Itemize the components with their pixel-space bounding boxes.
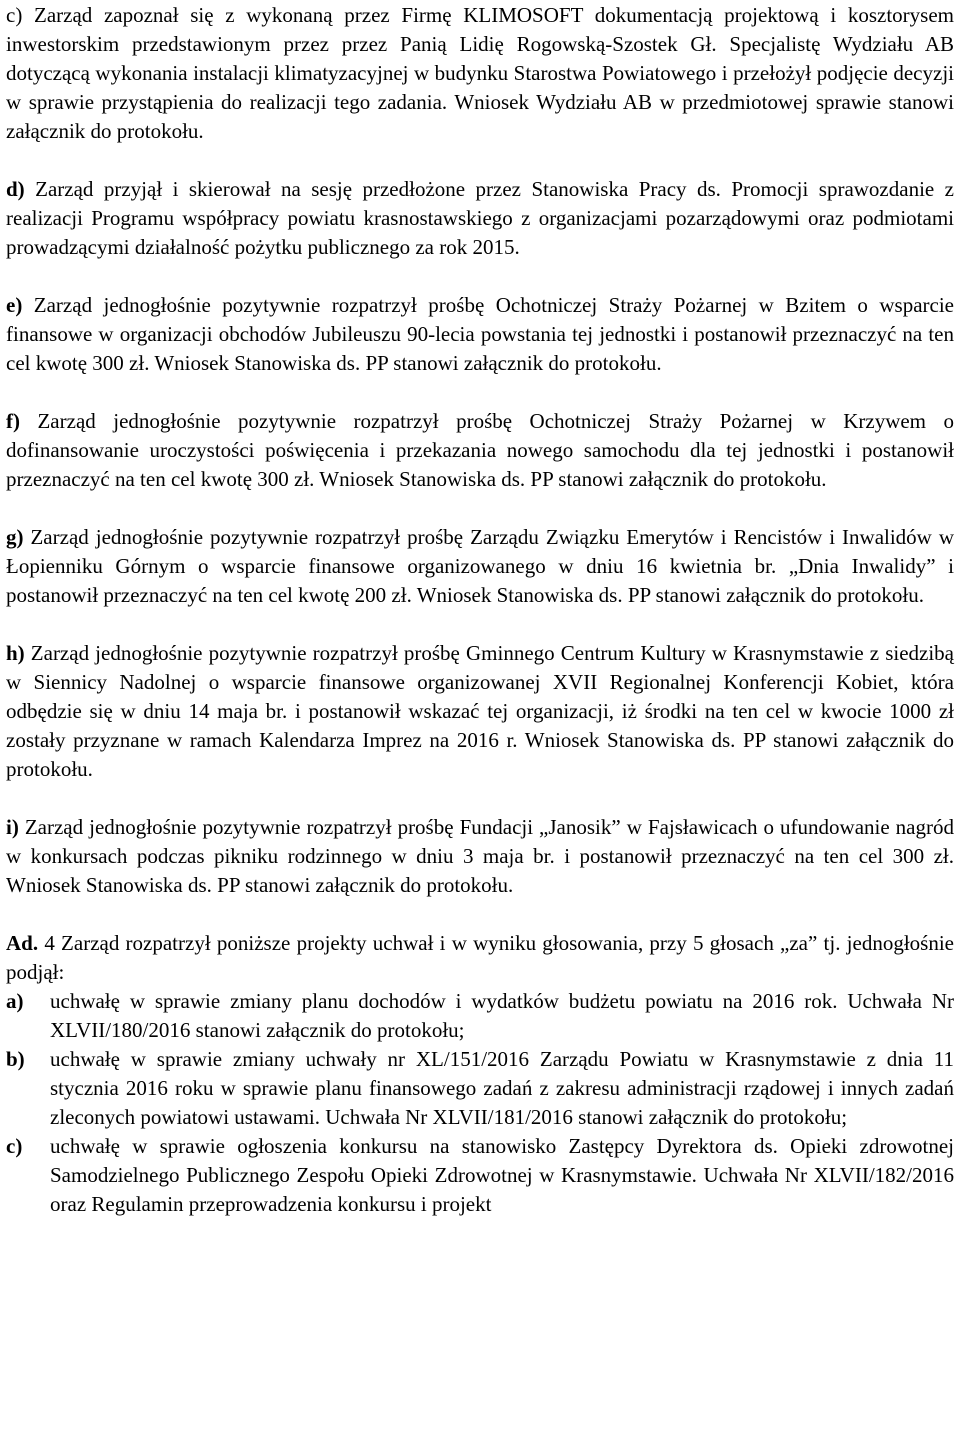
ad-4-heading: [6, 929, 954, 987]
ad-label: Ad.: [6, 931, 39, 955]
paragraph-f-label: f): [6, 409, 20, 433]
paragraph-h-label: h): [6, 641, 25, 665]
list-item-mark-c: c): [6, 1134, 23, 1158]
paragraph-c-text: c) Zarząd zapoznał się z wykonaną przez Firmę KLIMOSOFT dokumentacją projektową i kosztorysem inwestorskim przedstawionym przez przez Panią Lidię Rogowską-Szostek Gł. Specjalistę Wydziału AB dotyczącą wykonania instalacji klimatyzacyjnej w budynku Starostwa Powiatowego i przełożył podjęcie decyzji w sprawie przystąpienia do realizacji tego zadania. Wniosek Wydziału AB w przedmiotowej sprawie stanowi załącznik do protokołu.: [6, 3, 954, 143]
paragraph-h-text: Zarząd jednogłośnie pozytywnie rozpatrzył prośbę Gminnego Centrum Kultury w Krasnymstawie z siedzibą w Siennicy Nadolnej o wsparcie finansowe organizowanej XVII Regionalnej Konferencji Kobiet, która odbędzie się w dniu 14 maja br. i postanowił wskazać tej organizacji, iż środki na ten cel w kwocie 1000 zł zostały przyznane w ramach Kalendarza Imprez na 2016 r. Wniosek Stanowiska ds. PP stanowi załącznik do protokołu.: [6, 641, 954, 781]
paragraph-d-text: Zarząd przyjął i skierował na sesję przedłożone przez Stanowiska Pracy ds. Promocji sprawozdanie z realizacji Programu współpracy powiatu krasnostawskiego z organizacjami pozarządowymi oraz podmiotami prowadzącymi działalność pożytku publicznego za rok 2015.: [6, 177, 954, 259]
list-item-text-b: uchwałę w sprawie zmiany uchwały nr XL/151/2016 Zarządu Powiatu w Krasnymstawie z dnia 11 stycznia 2016 roku w sprawie planu finansowego zadań z zakresu administracji rządowej i innych zadań zleconych powiatowi ustawami. Uchwała Nr XLVII/181/2016 stanowi załącznik do protokołu;: [50, 1047, 954, 1129]
paragraph-g: [6, 523, 954, 610]
paragraph-g-label: g): [6, 525, 24, 549]
paragraph-d: [6, 175, 954, 262]
paragraph-h: [6, 639, 954, 784]
list-item: [6, 1132, 954, 1219]
paragraph-c: [6, 1, 954, 146]
ad-text: 4 Zarząd rozpatrzył poniższe projekty uchwał i w wyniku głosowania, przy 5 głosach „za” tj. jednogłośnie podjął:: [6, 931, 954, 984]
list-item-text-a: uchwałę w sprawie zmiany planu dochodów i wydatków budżetu powiatu na 2016 rok. Uchwała Nr XLVII/180/2016 stanowi załącznik do protokołu;: [50, 989, 954, 1042]
paragraph-g-text: Zarząd jednogłośnie pozytywnie rozpatrzył prośbę Zarządu Związku Emerytów i Rencistów i Inwalidów w Łopienniku Górnym o wsparcie finansowe organizowanego w dniu 16 kwietnia br. „Dnia Inwalidy” i postanowił przeznaczyć na ten cel kwotę 200 zł. Wniosek Stanowiska ds. PP stanowi załącznik do protokołu.: [6, 525, 954, 607]
list-item-text-c: uchwałę w sprawie ogłoszenia konkursu na stanowisko Zastępcy Dyrektora ds. Opieki zdrowotnej Samodzielnego Publicznego Zespołu Opieki Zdrowotnej w Krasnymstawie. Uchwała Nr XLVII/182/2016 oraz Regulamin przeprowadzenia konkursu i projekt: [50, 1134, 954, 1216]
paragraph-e: [6, 291, 954, 378]
list-item: [6, 987, 954, 1045]
list-item: [6, 1045, 954, 1132]
paragraph-f-text: Zarząd jednogłośnie pozytywnie rozpatrzył prośbę Ochotniczej Straży Pożarnej w Krzywem o dofinansowanie uroczystości poświęcenia i przekazania nowego samochodu dla tej jednostki i postanowił przeznaczyć na ten cel kwotę 300 zł. Wniosek Stanowiska ds. PP stanowi załącznik do protokołu.: [6, 409, 954, 491]
paragraph-i-text: Zarząd jednogłośnie pozytywnie rozpatrzył prośbę Fundacji „Janosik” w Fajsławicach o ufundowanie nagród w konkursach podczas pikniku rodzinnego w dniu 3 maja br. i postanowił przeznaczyć na ten cel 300 zł. Wniosek Stanowiska ds. PP stanowi załącznik do protokołu.: [6, 815, 954, 897]
paragraph-i: [6, 813, 954, 900]
paragraph-f: [6, 407, 954, 494]
list-item-mark-b: b): [6, 1047, 25, 1071]
list-item-mark-a: a): [6, 989, 24, 1013]
paragraph-d-label: d): [6, 177, 25, 201]
paragraph-e-label: e): [6, 293, 23, 317]
resolution-list: [6, 987, 954, 1219]
paragraph-i-label: i): [6, 815, 19, 839]
paragraph-e-text: Zarząd jednogłośnie pozytywnie rozpatrzył prośbę Ochotniczej Straży Pożarnej w Bzitem o wsparcie finansowe w organizacji obchodów Jubileuszu 90-lecia powstania tej jednostki i postanowił przeznaczyć na ten cel kwotę 300 zł. Wniosek Stanowiska ds. PP stanowi załącznik do protokołu.: [6, 293, 954, 375]
